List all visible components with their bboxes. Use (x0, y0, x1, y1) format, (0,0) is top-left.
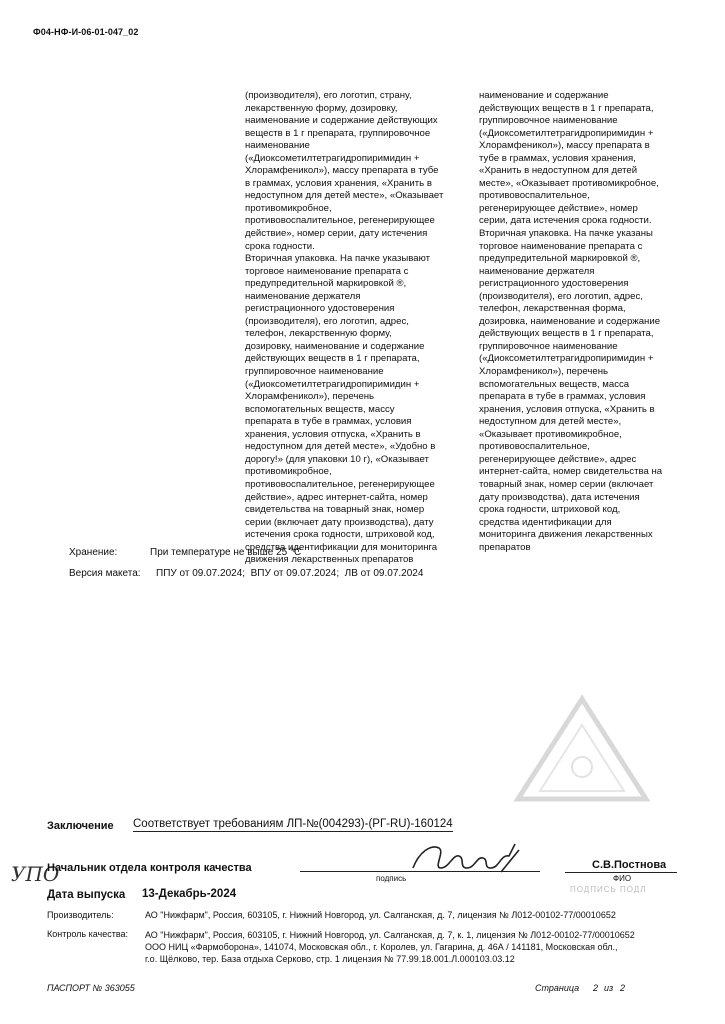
qc-line: ООО НИЦ «Фармоборона», 141074, Московская обл., г. Королев, ул. Гагарина, д. 46А / 141181, Московская обл., (145, 942, 618, 952)
passport-number: ПАСПОРТ № 363055 (47, 983, 135, 993)
left-column (245, 90, 473, 567)
column-line: препаратов (479, 541, 531, 553)
initials-text: УПО (11, 862, 60, 886)
column-line: («Диоксометилтетрагидропиримидин + (479, 127, 654, 139)
column-line: в граммах, условия хранения, «Хранить в (245, 177, 432, 189)
column-line: тубе в граммах, условия хранения, (479, 152, 636, 164)
column-line: препарата в тубе в граммах, условия (245, 416, 412, 428)
column-line: действие», номер серии, дату истечения (245, 228, 428, 240)
column-line: наименование и содержание (479, 90, 609, 101)
faded-stamp-text: ПОДПИСЬ ПОДЛ (570, 885, 647, 894)
column-line: (производителя), его логотип, адрес, (245, 315, 409, 327)
column-line: «Хранить в недоступном для детей (479, 165, 638, 177)
column-line: серии (включает дату производства), дату (245, 516, 434, 528)
column-line: истечения срока годности, штриховой код, (245, 529, 435, 541)
column-line: Хлорамфеникол»), перечень (479, 366, 608, 378)
right-column (479, 90, 707, 554)
column-line: наименование (245, 140, 310, 152)
column-line: наименование держателя (245, 290, 361, 302)
column-line: телефон, лекарственная форма, (479, 303, 626, 315)
column-line: (производителя), его логотип, адрес, (479, 290, 643, 302)
column-line: средства идентификации для мониторинга (245, 541, 438, 553)
column-line: («Диоксометилтетрагидропиримидин + (245, 378, 420, 390)
column-line: серии, дата истечения срока годности. (479, 215, 652, 227)
signature-line (300, 871, 540, 872)
column-line: хранения, условия отпуска, «Хранить в (479, 403, 655, 415)
column-line: действующих веществ в 1 г препарата, (479, 102, 654, 114)
column-line: месте», «Оказывает противомикробное, (479, 177, 659, 189)
column-line: дорогу!» (для упаковки 10 г), «Оказывает (245, 453, 429, 465)
column-line: группировочное наименование (245, 366, 384, 378)
column-line: регистрационного удостоверения (245, 303, 395, 315)
column-line: противовоспалительное, (479, 441, 590, 453)
page-label: Страница (535, 983, 580, 993)
column-line: товарный знак, номер серии (включает (479, 478, 654, 490)
page-of-label: из (604, 983, 614, 993)
column-line: регенерирующее действие», адрес (479, 453, 637, 465)
conclusion-label: Заключение (47, 820, 114, 832)
column-line: противовоспалительное, (479, 190, 590, 202)
column-line: («Диоксометилтетрагидропиримидин + (479, 353, 654, 365)
column-line: Хлорамфеникол»), массу препарата в тубе (245, 165, 439, 177)
quality-control-label: Контроль качества: (47, 929, 129, 939)
column-line: противомикробное, (245, 202, 332, 214)
column-line: вспомогательных веществ, масса (479, 378, 630, 390)
head-of-qc-label: Начальник отдела контроля качества (47, 862, 252, 874)
column-line: недоступном для детей месте», (479, 416, 622, 428)
version-label: Версия макета: (69, 568, 141, 579)
column-line: наименование держателя (479, 265, 595, 277)
column-line: Вторичная упаковка. На пачке указывают (245, 253, 431, 265)
release-date-label: Дата выпуска (47, 889, 126, 901)
column-line: мониторинга движения лекарственных (479, 529, 653, 541)
fio-caption: ФИО (613, 874, 632, 883)
column-line: вспомогательных веществ, массу (245, 403, 395, 415)
page-total: 2 (620, 983, 626, 993)
column-line: действующих веществ в 1 г препарата, (479, 328, 654, 340)
column-line: интернет-сайта, номер свидетельства на (479, 466, 663, 478)
column-line: противовоспалительное, регенерирующее (245, 478, 435, 490)
column-line: регистрационного удостоверения (479, 278, 629, 290)
handwritten-initials (9, 857, 60, 889)
column-line: веществ в 1 г препарата, группировочное (245, 127, 431, 139)
column-line: торговое наименование препарата с (245, 265, 409, 277)
document-code: Ф04-НФ-И-06-01-047_02 (33, 27, 139, 37)
column-line: свидетельства на товарный знак, номер (245, 504, 425, 516)
column-line: средства идентификации для (479, 516, 612, 528)
column-line: дату производства), дата истечения (479, 491, 640, 503)
name-line (565, 872, 677, 873)
column-line: действующих веществ в 1 г препарата, (245, 353, 420, 365)
column-line: лекарственную форму, дозировку, (245, 102, 398, 114)
column-line: регенерирующее действие», номер (479, 202, 638, 214)
column-line: дозировку, наименование и содержание (245, 340, 425, 352)
column-line: торговое наименование препарата с (479, 240, 643, 252)
column-line: группировочное наименование (479, 115, 618, 127)
column-line: (производителя), его логотип, страну, (245, 90, 412, 101)
column-line: Вторичная упаковка. На пачке указаны (479, 228, 653, 240)
column-line: противовоспалительное, регенерирующее (245, 215, 435, 227)
page-number: 2 (593, 983, 599, 993)
storage-value: При температуре не выше 25 °С (150, 547, 302, 558)
column-line: наименование и содержание действующих (245, 115, 438, 127)
qc-line: АО "Нижфарм", Россия, 603105, г. Нижний Новгород, ул. Салганская, д. 7, к. 1, лицензия № Л012-00102-77/00010652 (145, 930, 635, 940)
quality-control-text (145, 929, 705, 965)
column-line: дозировка, наименование и содержание (479, 315, 661, 327)
column-line: действие», адрес интернет-сайта, номер (245, 491, 428, 503)
qc-line: г.о. Щёлково, тер. База отдыха Серково, стр. 1 лицензия № 77.99.18.001.Л.000103.03.12 (145, 954, 515, 964)
producer-text: АО "Нижфарм", Россия, 603105, г. Нижний Новгород, ул. Салганская, д. 7, лицензия № Л012-00102-77/00010652 (145, 910, 616, 920)
signer-name: С.В.Постнова (592, 859, 667, 871)
column-line: («Диоксометилтетрагидропиримидин + (245, 152, 420, 164)
producer-label: Производитель: (47, 910, 114, 920)
column-line: срока годности, штриховой код, (479, 504, 621, 516)
release-date: 13-Декабрь-2024 (142, 888, 237, 900)
column-line: движения лекарственных препаратов (245, 554, 414, 566)
column-line: срока годности. (245, 240, 315, 252)
column-line: телефон, лекарственную форму, (245, 328, 392, 340)
version-value: ППУ от 09.07.2024; ВПУ от 09.07.2024; ЛВ от 09.07.2024 (156, 568, 424, 579)
column-line: предупредительной маркировкой ®, (245, 278, 407, 290)
column-line: противомикробное, (245, 466, 332, 478)
conclusion-text: Соответствует требованиям ЛП-№(004293)-(РГ-RU)-160124 (133, 818, 453, 830)
column-line: хранения, условия отпуска, «Хранить в (245, 428, 421, 440)
column-line: предупредительной маркировкой ®, (479, 253, 641, 265)
signature-caption: подпись (376, 874, 407, 883)
column-line: недоступном для детей месте», «Оказывает (245, 190, 444, 202)
column-line: препарата в тубе в граммах, условия (479, 391, 646, 403)
column-line: недоступном для детей месте», «Удобно в (245, 441, 436, 453)
column-line: «Оказывает противомикробное, (479, 428, 622, 440)
column-line: Хлорамфеникол»), перечень (245, 391, 374, 403)
stamp-triangle-icon (512, 695, 652, 805)
column-line: Хлорамфеникол»), массу препарата в (479, 140, 650, 152)
storage-label: Хранение: (69, 547, 118, 558)
column-line: группировочное наименование (479, 340, 618, 352)
